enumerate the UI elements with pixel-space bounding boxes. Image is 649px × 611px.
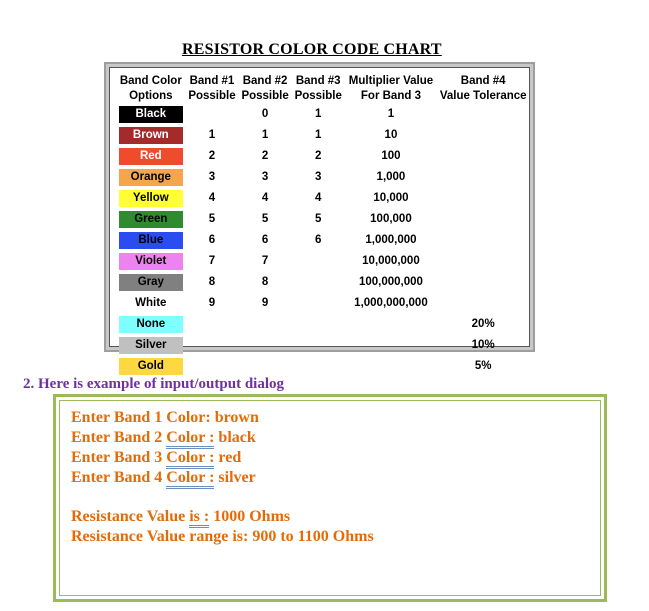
color-swatch: Red: [119, 148, 183, 165]
band-1-cell: [186, 335, 239, 356]
tolerance-cell: [437, 209, 529, 230]
color-swatch: Brown: [119, 127, 183, 144]
multiplier-cell: [345, 356, 438, 377]
band-3-cell: [292, 314, 345, 335]
band-2-cell: 2: [261, 150, 269, 162]
band-3-cell: 1: [315, 108, 322, 120]
dialog-line-band2: [71, 429, 256, 447]
band-2-cell: 4: [261, 192, 269, 204]
band4-value: silver: [214, 469, 256, 486]
table-row: [116, 188, 529, 209]
band-2-cell: [238, 356, 292, 377]
color-name-cell: [116, 356, 186, 377]
color-name-cell: [116, 230, 186, 251]
header-band-1: Band #1 Possible: [188, 75, 236, 102]
table-row: [116, 230, 529, 251]
dialog-line-band1: [71, 409, 259, 427]
multiplier-cell: [345, 314, 438, 335]
band-1-cell: [186, 314, 239, 335]
multiplier-cell: 10,000: [373, 192, 409, 204]
table-row: [116, 293, 529, 314]
band2-value: black: [214, 429, 256, 446]
band-3-cell: 4: [315, 192, 322, 204]
color-swatch: Silver: [119, 337, 183, 354]
table-row: [116, 356, 529, 377]
band-3-cell: 6: [315, 234, 322, 246]
band-1-cell: 3: [208, 171, 216, 183]
band-1-cell: [186, 356, 239, 377]
tolerance-cell: [437, 104, 529, 125]
multiplier-cell: 1,000,000: [365, 234, 417, 246]
band-3-cell: 2: [315, 150, 322, 162]
chart-title: RESISTOR COLOR CODE CHART: [182, 41, 442, 58]
tolerance-cell: 5%: [474, 360, 492, 372]
color-name-cell: [116, 167, 186, 188]
table-row: [116, 125, 529, 146]
band-2-cell: 5: [261, 213, 269, 225]
color-swatch: Gold: [119, 358, 183, 375]
tolerance-cell: [437, 293, 529, 314]
dialog-line-result: [71, 508, 290, 526]
band-2-cell: 9: [261, 297, 269, 309]
band2-label: Color :: [166, 429, 214, 449]
band-1-cell: 7: [208, 255, 216, 267]
table-row: [116, 335, 529, 356]
chart-panel: [109, 67, 530, 372]
band4-prefix: Enter Band 4: [71, 469, 167, 486]
band-3-cell: 1: [315, 129, 322, 141]
band-1-cell: 5: [208, 213, 216, 225]
band-1-cell: [186, 104, 239, 125]
band-1-cell: 9: [208, 297, 216, 309]
tolerance-cell: [437, 167, 529, 188]
color-swatch: Blue: [119, 232, 183, 249]
color-swatch: Green: [119, 211, 183, 228]
band-1-cell: 1: [208, 129, 216, 141]
table-row: [116, 167, 529, 188]
tolerance-cell: [437, 146, 529, 167]
color-name-cell: [116, 146, 186, 167]
tolerance-cell: [437, 272, 529, 293]
io-dialog: [53, 394, 607, 602]
result-label: is :: [189, 508, 209, 528]
multiplier-cell: 100,000,000: [358, 276, 423, 288]
band-1-cell: 8: [208, 276, 216, 288]
color-name-cell: [116, 314, 186, 335]
header-band-3: Band #3 Possible: [294, 75, 342, 102]
range-text: Resistance Value range is: 900 to 1100 Ohms: [71, 528, 374, 545]
band-3-cell: [292, 251, 345, 272]
band-2-cell: 6: [261, 234, 269, 246]
header-band-color: Band Color Options: [119, 75, 182, 102]
color-code-chart: [104, 62, 535, 372]
band-2-cell: [238, 314, 292, 335]
band-1-cell: 6: [208, 234, 216, 246]
band2-prefix: Enter Band 2: [71, 429, 167, 446]
table-row: [116, 146, 529, 167]
dialog-line-band3: [71, 449, 241, 467]
band-2-cell: 0: [261, 108, 269, 120]
result-value: 1000 Ohms: [209, 508, 291, 525]
header-multiplier: Multiplier Value For Band 3: [348, 75, 434, 102]
table-row: [116, 209, 529, 230]
table-row: [116, 251, 529, 272]
header-tolerance: Band #4 Value Tolerance: [439, 75, 527, 102]
result-prefix: Resistance Value: [71, 508, 190, 525]
color-swatch: White: [119, 295, 183, 312]
color-swatch: None: [119, 316, 183, 333]
color-swatch: Yellow: [119, 190, 183, 207]
multiplier-cell: [345, 335, 438, 356]
band-1-cell: 4: [208, 192, 216, 204]
table-header-row: [116, 74, 529, 104]
band-3-cell: 5: [315, 213, 322, 225]
table-row: [116, 314, 529, 335]
multiplier-cell: 10: [384, 129, 398, 141]
band-2-cell: 8: [261, 276, 269, 288]
color-name-cell: [116, 125, 186, 146]
band-2-cell: 1: [261, 129, 269, 141]
band3-value: red: [214, 449, 242, 466]
table-row: [116, 104, 529, 125]
color-name-cell: [116, 293, 186, 314]
section-heading: 2. Here is example of input/output dialog: [23, 376, 284, 392]
color-swatch: Violet: [119, 253, 183, 270]
color-code-table: [116, 74, 529, 377]
dialog-line-range: [71, 528, 374, 546]
table-row: [116, 272, 529, 293]
band-2-cell: [238, 335, 292, 356]
color-name-cell: [116, 335, 186, 356]
color-name-cell: [116, 272, 186, 293]
band4-label: Color :: [166, 469, 214, 489]
tolerance-cell: 10%: [471, 339, 495, 351]
band-3-cell: [292, 293, 345, 314]
multiplier-cell: 100: [381, 150, 401, 162]
band-3-cell: 3: [315, 171, 322, 183]
band-3-cell: [292, 356, 345, 377]
color-swatch: Gray: [119, 274, 183, 291]
band-2-cell: 3: [261, 171, 269, 183]
multiplier-cell: 1: [387, 108, 395, 120]
band-1-cell: 2: [208, 150, 216, 162]
color-swatch: Black: [119, 106, 183, 123]
table-body: [116, 104, 529, 377]
color-name-cell: [116, 188, 186, 209]
tolerance-cell: [437, 230, 529, 251]
header-band-2: Band #2 Possible: [241, 75, 289, 102]
band-3-cell: [292, 335, 345, 356]
band3-label: Color :: [166, 449, 214, 469]
io-dialog-content: [59, 400, 601, 596]
dialog-line-band4: [71, 469, 256, 487]
band-2-cell: 7: [261, 255, 269, 267]
tolerance-cell: [437, 188, 529, 209]
color-name-cell: [116, 104, 186, 125]
band-3-cell: [292, 272, 345, 293]
color-name-cell: [116, 209, 186, 230]
band3-prefix: Enter Band 3: [71, 449, 167, 466]
multiplier-cell: 1,000,000,000: [354, 297, 428, 309]
tolerance-cell: 20%: [471, 318, 495, 330]
multiplier-cell: 10,000,000: [362, 255, 420, 267]
color-swatch: Orange: [119, 169, 183, 186]
tolerance-cell: [437, 125, 529, 146]
band1-text: Enter Band 1 Color: brown: [71, 409, 259, 426]
tolerance-cell: [437, 251, 529, 272]
multiplier-cell: 100,000: [370, 213, 412, 225]
multiplier-cell: 1,000: [376, 171, 406, 183]
color-name-cell: [116, 251, 186, 272]
